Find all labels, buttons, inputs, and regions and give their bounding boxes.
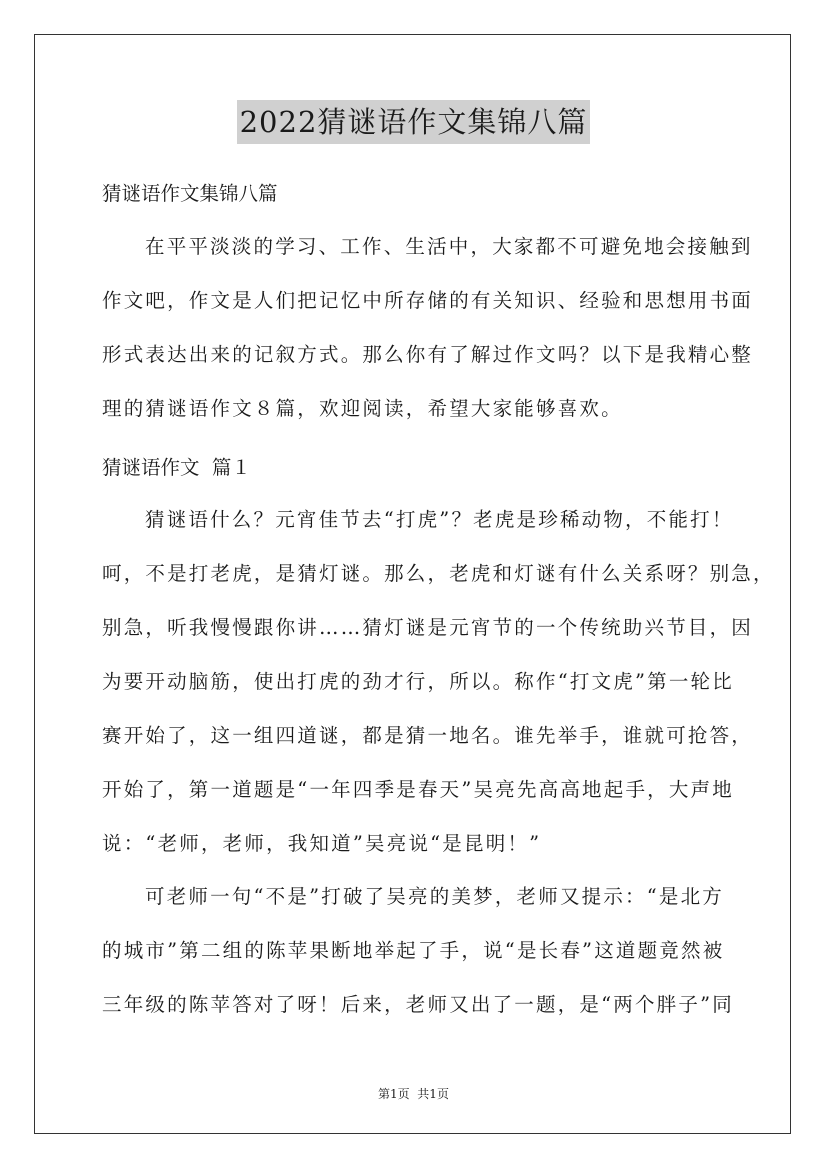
page-footer: 第1页 共1页 bbox=[378, 1087, 449, 1101]
text-line: 说：“老师，老师，我知道”吴亮说“是昆明！” bbox=[102, 832, 542, 855]
text-line: 可老师一句“不是”打破了吴亮的美梦，老师又提示：“是北方 bbox=[145, 885, 725, 908]
text-line: 呵，不是打老虎，是猜灯谜。那么，老虎和灯谜有什么关系呀？别急， bbox=[102, 562, 775, 585]
document-subtitle: 猜谜语作文集锦八篇 bbox=[102, 182, 278, 205]
text-line: 赛开始了，这一组四道谜，都是猜一地名。谁先举手，谁就可抢答， bbox=[102, 724, 754, 747]
text-line: 三年级的陈苹答对了呀！后来，老师又出了一题，是“两个胖子”同 bbox=[102, 993, 734, 1016]
section-heading: 猜谜语作文 篇１ bbox=[102, 456, 251, 479]
intro-paragraph bbox=[102, 220, 754, 436]
text-line: 理的猜谜语作文８篇，欢迎阅读，希望大家能够喜欢。 bbox=[102, 397, 623, 420]
document-title: 2022猜谜语作文集锦八篇 bbox=[237, 100, 591, 144]
paragraph-1 bbox=[102, 493, 775, 871]
text-line: 作文吧，作文是人们把记忆中所存储的有关知识、经验和思想用书面 bbox=[102, 289, 754, 312]
paragraph-2 bbox=[102, 870, 742, 1032]
text-line: 在平平淡淡的学习、工作、生活中，大家都不可避免地会接触到 bbox=[145, 235, 753, 258]
text-line: 形式表达出来的记叙方式。那么你有了解过作文吗？以下是我精心整 bbox=[102, 343, 754, 366]
text-line: 猜谜语什么？元宵佳节去“打虎”？老虎是珍稀动物，不能打！ bbox=[145, 508, 734, 531]
text-line: 开始了，第一道题是“一年四季是春天”吴亮先高高地起手，大声地 bbox=[102, 778, 734, 801]
text-line: 为要开动脑筋，使出打虎的劲才行，所以。称作“打文虎”第一轮比 bbox=[102, 670, 734, 693]
text-line: 别急，听我慢慢跟你讲……猜灯谜是元宵节的一个传统助兴节目，因 bbox=[102, 616, 754, 639]
text-line: 的城市”第二组的陈苹果断地举起了手，说“是长春”这道题竟然被 bbox=[102, 939, 725, 962]
